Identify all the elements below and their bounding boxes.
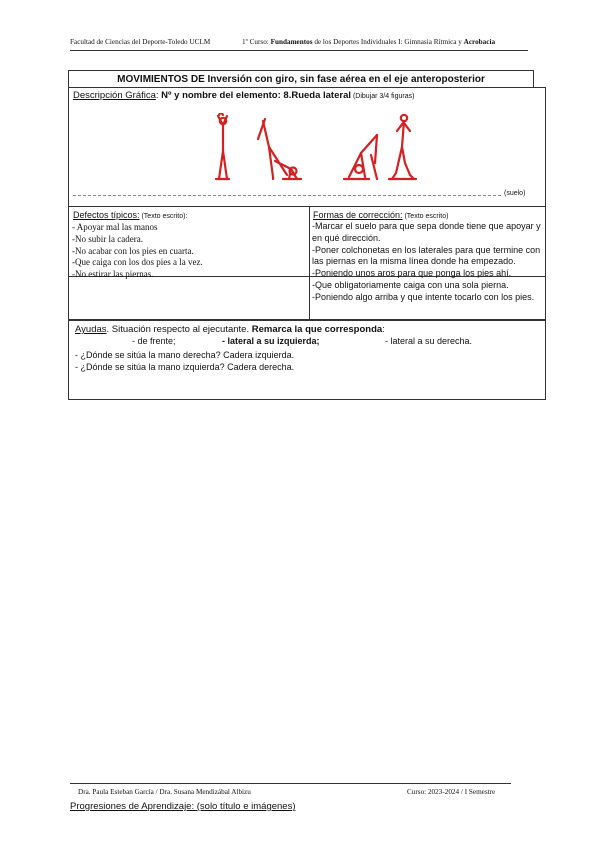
list-item: -No subir la cadera. [72, 233, 143, 244]
defects-list [72, 222, 309, 281]
page-footer [70, 783, 511, 796]
list-item: -Poniendo algo arriba y que intente tocarlo con los pies. [312, 291, 535, 302]
floor-label: (suelo) [504, 190, 526, 197]
list-item: en qué dirección. [312, 232, 381, 243]
faculty-name: Facultad de Ciencias del Deporte-Toledo UCLM [70, 38, 211, 46]
defects-corrections-section [68, 206, 546, 320]
list-item: -Marcar el suelo para que sepa donde tiene que apoyar y [312, 221, 541, 231]
option-right-side: - lateral a su derecha. [385, 336, 473, 346]
figure-4-landing [389, 115, 416, 179]
description-header: Descripción Gráfica: Nº y nombre del elemento: 8.Rueda lateral (Dibujar 3/4 figuras) [73, 90, 415, 101]
help-section [68, 320, 546, 400]
left-hand-question: - ¿Dónde se sitúa la mano izquierda? Cadera derecha. [75, 362, 295, 372]
list-item: las piernas en la misma línea donde ha empezado. [312, 256, 516, 267]
list-item: - Apoyar mal las manos [72, 222, 158, 232]
defects-column [69, 207, 310, 321]
cartwheel-drawing [209, 113, 419, 193]
list-item: -Que obligatoriamente caiga con una sola pierna. [312, 279, 509, 290]
list-item: -No acabar con los pies en cuarta. [72, 245, 194, 256]
figure-3-inverted [344, 135, 377, 179]
list-item: -Poner colchonetas en los laterales para que termine con [312, 244, 541, 255]
authors: Dra. Paula Esteban García / Dra. Susana Mendizábal Albizu [78, 788, 251, 796]
element-name: Nº y nombre del elemento: 8.Rueda lateral [161, 90, 352, 101]
right-hand-question: - ¿Dónde se sitúa la mano derecha? Cadera izquierda. [75, 350, 295, 360]
defects-header: Defectos típicos: (Texto escrito): [73, 210, 188, 220]
help-options [69, 336, 547, 348]
figure-1-standing [216, 113, 229, 179]
corrections-list [312, 221, 543, 304]
list-item: -Poniendo unos aros para que ponga los pies ahí. [312, 268, 512, 279]
course-title: 1º Curso: Fundamentos de los Deportes Individuales I: Gimnasia Rítmica y Acrobacia [242, 38, 496, 46]
floor-line [73, 195, 501, 196]
corrections-header: Formas de corrección: (Texto escrito) [313, 210, 449, 220]
progressions-heading: Progresiones de Aprendizaje: (solo título e imágenes) [70, 801, 296, 812]
description-label: Descripción Gráfica [73, 90, 156, 101]
course-year: Curso: 2023-2024 / I Semestre [407, 788, 496, 796]
list-item: -No estirar las piernas. [72, 269, 154, 280]
page-header [70, 38, 528, 51]
option-front: - de frente; [132, 336, 176, 346]
drawing-hint: (Dibujar 3/4 figuras) [351, 93, 415, 100]
form-title: MOVIMIENTOS DE Inversión con giro, sin fase aérea en el eje anteroposterior [68, 70, 534, 88]
option-left-side-selected: - lateral a su izquierda; [222, 336, 320, 346]
help-header: Ayudas. Situación respecto al ejecutante. Remarca la que corresponda: [75, 324, 385, 335]
list-item: -Que caiga con los dos pies a la vez. [72, 257, 203, 268]
corrections-column [309, 207, 547, 321]
figure-2-hands-down [258, 119, 301, 179]
